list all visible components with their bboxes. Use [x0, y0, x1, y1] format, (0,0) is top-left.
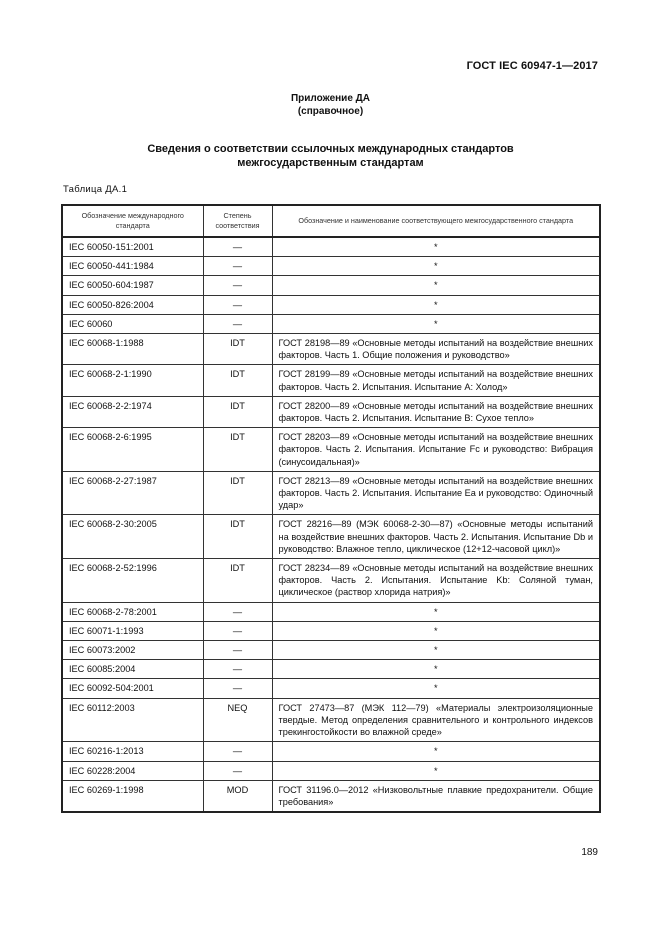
table-row: [62, 780, 600, 812]
cell-interstate-standard: *: [272, 237, 600, 257]
cell-interstate-standard: ГОСТ 28213—89 «Основные методы испытаний на воздействие внешних факторов. Часть 2. Испытания. Испытание Еа и руководство: Одиночный удар»: [272, 471, 600, 515]
cell-degree: —: [203, 641, 272, 660]
cell-international-standard: IEC 60050-151:2001: [62, 237, 203, 257]
cell-degree: —: [203, 679, 272, 698]
cell-interstate-standard: ГОСТ 28199—89 «Основные методы испытаний на воздействие внешних факторов. Часть 2. Испытания. Испытание А: Холод»: [272, 365, 600, 396]
cell-degree: IDT: [203, 559, 272, 603]
cell-international-standard: IEC 60068-2-78:2001: [62, 602, 203, 621]
cell-degree: IDT: [203, 396, 272, 427]
table-row: [62, 559, 600, 603]
table-row: [62, 334, 600, 365]
cell-interstate-standard: ГОСТ 28198—89 «Основные методы испытаний на воздействие внешних факторов. Часть 1. Общие положения и руководство»: [272, 334, 600, 365]
cell-degree: —: [203, 237, 272, 257]
table-row: [62, 621, 600, 640]
cell-international-standard: IEC 60068-2-52:1996: [62, 559, 203, 603]
cell-international-standard: IEC 60073:2002: [62, 641, 203, 660]
cell-international-standard: IEC 60050-826:2004: [62, 295, 203, 314]
cell-interstate-standard: *: [272, 602, 600, 621]
cell-international-standard: IEC 60068-1:1988: [62, 334, 203, 365]
table-row: [62, 471, 600, 515]
cell-international-standard: IEC 60050-604:1987: [62, 276, 203, 295]
cell-degree: IDT: [203, 515, 272, 559]
cell-degree: —: [203, 621, 272, 640]
table-row: [62, 396, 600, 427]
table-row: [62, 761, 600, 780]
table-row: [62, 698, 600, 742]
table-label: Таблица ДА.1: [63, 184, 128, 195]
cell-international-standard: IEC 60068-2-2:1974: [62, 396, 203, 427]
page-number: 189: [581, 847, 598, 858]
cell-interstate-standard: ГОСТ 27473—87 (МЭК 112—79) «Материалы электроизоляционные твердые. Метод определения сравнительного и контрольного индексов трекингостойкости во влажной среде»: [272, 698, 600, 742]
cell-international-standard: IEC 60216-1:2013: [62, 742, 203, 761]
section-title-line2: межгосударственным стандартам: [237, 157, 424, 169]
appendix-title: Приложение ДА: [290, 93, 371, 104]
cell-interstate-standard: ГОСТ 28203—89 «Основные методы испытаний на воздействие внешних факторов. Часть 2. Испытания. Испытание Fc и руководство: Вибрация (синусоидальная)»: [272, 428, 600, 472]
appendix-subtitle: (справочное): [297, 106, 364, 117]
table-row: [62, 276, 600, 295]
table-row: [62, 365, 600, 396]
table-row: [62, 641, 600, 660]
cell-degree: —: [203, 660, 272, 679]
cell-interstate-standard: *: [272, 621, 600, 640]
cell-degree: —: [203, 742, 272, 761]
section-title: [0, 142, 661, 170]
cell-international-standard: IEC 60071-1:1993: [62, 621, 203, 640]
cell-degree: —: [203, 602, 272, 621]
section-title-line1: Сведения о соответствии ссылочных международных стандартов: [147, 143, 514, 155]
cell-interstate-standard: ГОСТ 31196.0—2012 «Низковольтные плавкие предохранители. Общие требования»: [272, 780, 600, 812]
cell-interstate-standard: ГОСТ 28216—89 (МЭК 60068-2-30—87) «Основные методы испытаний на воздействие внешних факторов. Часть 2. Испытания. Испытание Db и руководство: Влажное тепло, циклическое (12+12-часовой цикл)»: [272, 515, 600, 559]
cell-international-standard: IEC 60092-504:2001: [62, 679, 203, 698]
header-degree-of-correspondence: Степень соответствия: [203, 205, 272, 237]
correspondence-table: [61, 204, 601, 813]
cell-interstate-standard: *: [272, 641, 600, 660]
cell-interstate-standard: *: [272, 679, 600, 698]
document-code: ГОСТ IEC 60947-1—2017: [466, 60, 598, 72]
cell-degree: NEQ: [203, 698, 272, 742]
cell-international-standard: IEC 60050-441:1984: [62, 257, 203, 276]
cell-degree: IDT: [203, 471, 272, 515]
cell-interstate-standard: *: [272, 660, 600, 679]
cell-interstate-standard: ГОСТ 28200—89 «Основные методы испытаний на воздействие внешних факторов. Часть 2. Испытания. Испытание В: Сухое тепло»: [272, 396, 600, 427]
cell-degree: IDT: [203, 428, 272, 472]
header-interstate-standard: Обозначение и наименование соответствующего межгосударственного стандарта: [272, 205, 600, 237]
cell-international-standard: IEC 60068-2-1:1990: [62, 365, 203, 396]
table-row: [62, 742, 600, 761]
cell-degree: —: [203, 295, 272, 314]
cell-international-standard: IEC 60112:2003: [62, 698, 203, 742]
table-row: [62, 257, 600, 276]
cell-interstate-standard: *: [272, 761, 600, 780]
cell-interstate-standard: *: [272, 295, 600, 314]
cell-international-standard: IEC 60068-2-27:1987: [62, 471, 203, 515]
cell-interstate-standard: *: [272, 257, 600, 276]
cell-international-standard: IEC 60269-1:1998: [62, 780, 203, 812]
cell-degree: —: [203, 761, 272, 780]
cell-international-standard: IEC 60085:2004: [62, 660, 203, 679]
cell-international-standard: IEC 60068-2-30:2005: [62, 515, 203, 559]
cell-degree: —: [203, 257, 272, 276]
cell-interstate-standard: ГОСТ 28234—89 «Основные методы испытаний на воздействие внешних факторов. Часть 2. Испытания. Испытание Kb: Соляной туман, циклическое (раствор хлорида натрия)»: [272, 559, 600, 603]
table-row: [62, 237, 600, 257]
cell-degree: —: [203, 314, 272, 333]
cell-interstate-standard: *: [272, 314, 600, 333]
cell-degree: IDT: [203, 334, 272, 365]
table-row: [62, 295, 600, 314]
table-row: [62, 679, 600, 698]
cell-international-standard: IEC 60068-2-6:1995: [62, 428, 203, 472]
cell-degree: —: [203, 276, 272, 295]
appendix-heading: [0, 92, 661, 118]
table-row: [62, 314, 600, 333]
table-row: [62, 515, 600, 559]
table-row: [62, 428, 600, 472]
cell-international-standard: IEC 60060: [62, 314, 203, 333]
table-header-row: [62, 205, 600, 237]
header-international-standard: Обозначение международного стандарта: [62, 205, 203, 237]
cell-degree: MOD: [203, 780, 272, 812]
cell-degree: IDT: [203, 365, 272, 396]
table-row: [62, 602, 600, 621]
cell-interstate-standard: *: [272, 276, 600, 295]
cell-interstate-standard: *: [272, 742, 600, 761]
cell-international-standard: IEC 60228:2004: [62, 761, 203, 780]
table-row: [62, 660, 600, 679]
